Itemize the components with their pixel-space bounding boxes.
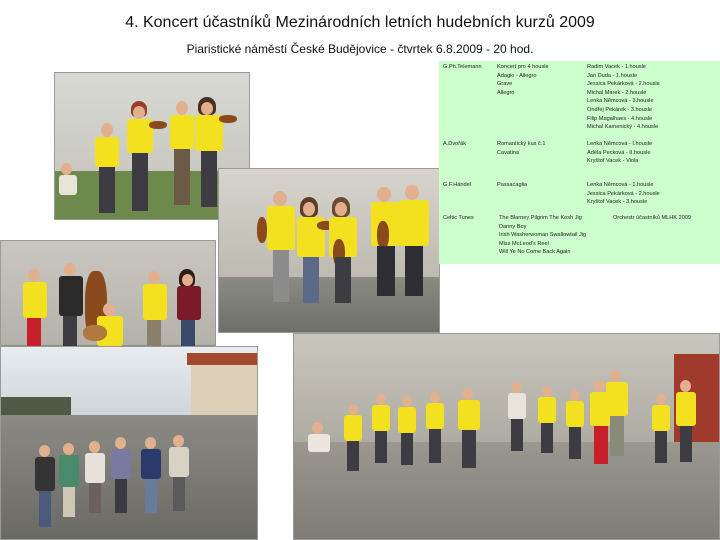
- program-composer: A.Dvořák: [443, 141, 467, 147]
- program-piece: The Blarney Pilgrim The Kesh Jig Danny Boy Irish Washerwoman Swallowtail Jig Miss McLeod's Reel Will Ye No Come Back Again: [499, 215, 587, 256]
- program-composer: Celtic Tunes: [443, 215, 474, 221]
- program-composer: G.Ph.Telemann: [443, 64, 482, 70]
- orchestra-photo-large: [293, 333, 720, 540]
- concert-program-panel: [439, 61, 720, 264]
- program-performers: Lenka Němcová - 1.housle Jessica Pekárková - 2.housle Kryštof Vacek - 3.housle: [587, 182, 660, 206]
- program-piece: Passacaglia: [497, 182, 528, 188]
- program-piece: Romantický kus č.1 Cavatina: [497, 141, 546, 156]
- program-composer: G.F.Händel: [443, 182, 471, 188]
- program-piece: Koncert pro 4 housle Adagio - Allegro Grave Allegro: [497, 64, 549, 96]
- quartet-photo-center: [218, 168, 440, 333]
- audience-street-photo: [0, 346, 258, 540]
- page-subtitle: Piaristické náměstí České Budějovice - čtvrtek 6.8.2009 - 20 hod.: [186, 42, 534, 56]
- program-performers: Lenka Němcová - I.housle Adéla Pecková - II.housle Kryštof Vacek - Viola: [587, 141, 652, 165]
- program-performers: Radim Vacek - 1.housle Jan Duda - 1.housle Jessica Pekárková - 2.housle Michal Marek - 2.housle Lenka Němcová - 3.housle Ondřej Pekárek - 3.housle Filip Magalhaes - 4.housle Michal Kamenický - 4.housle: [587, 64, 660, 131]
- page-title: 4. Koncert účastníků Mezinárodních letních hudebních kurzů 2009: [125, 14, 595, 31]
- program-performers: Orchestr účastníků MLHK 2009: [613, 215, 692, 221]
